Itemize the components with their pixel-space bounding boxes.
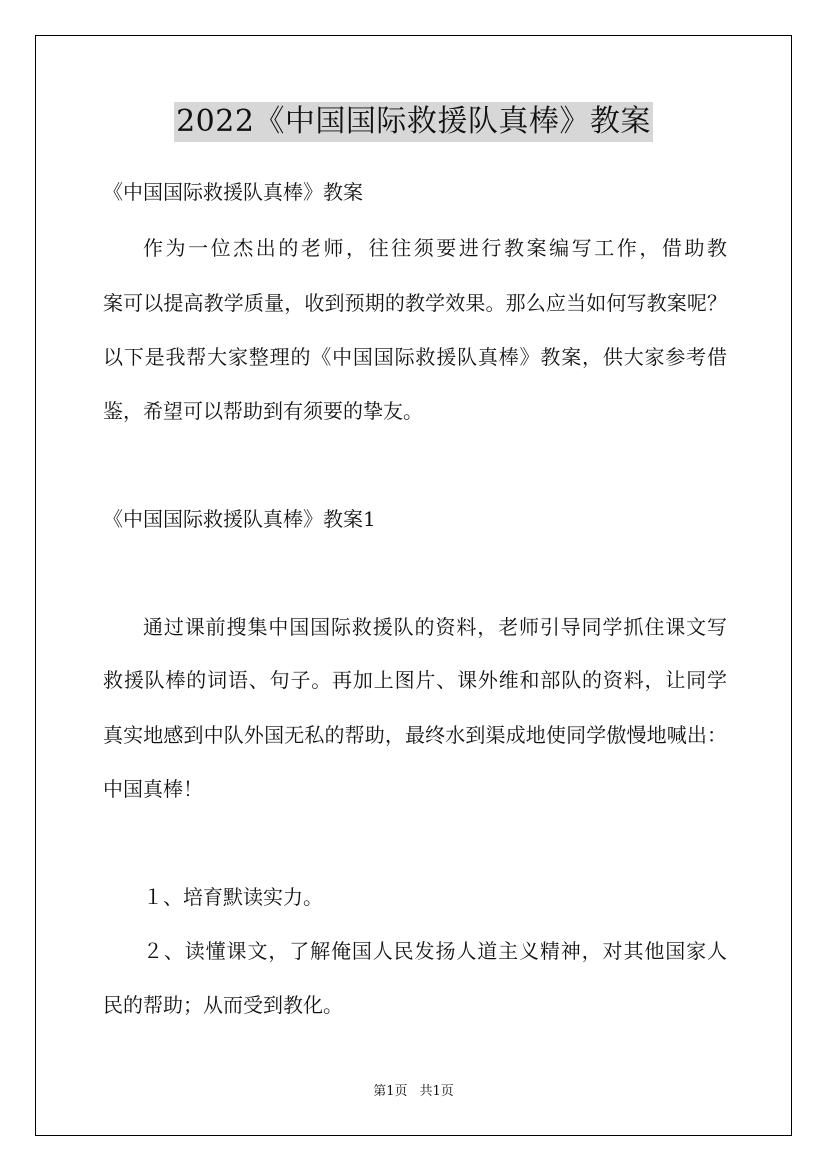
intro-line-4: 鉴，希望可以帮助到有须要的挚友。 [103, 399, 423, 423]
document-title: 2022《中国国际救援队真棒》教案 [174, 102, 653, 142]
section-heading: 《中国国际救援队真棒》教案1 [103, 507, 376, 531]
section-body-line-1: 通过课前搜集中国国际救援队的资料，老师引导同学抓住课文写 [143, 615, 727, 639]
intro-line-3: 以下是我帮大家整理的《中国国际救援队真棒》教案，供大家参考借 [103, 345, 727, 369]
intro-line-1: 作为一位杰出的老师，往往须要进行教案编写工作，借助教 [143, 236, 727, 260]
page-footer [0, 1083, 827, 1101]
document-subtitle: 《中国国际救援队真棒》教案 [103, 180, 363, 204]
title-block [0, 102, 827, 142]
objective-1: １、培育默读实力。 [143, 885, 323, 909]
page-number: 第1页 [373, 1084, 408, 1099]
page-total: 共1页 [419, 1084, 454, 1099]
section-body-line-2: 救援队棒的词语、句子。再加上图片、课外维和部队的资料，让同学 [103, 668, 727, 692]
objective-2-line-2: 民的帮助；从而受到教化。 [103, 993, 343, 1017]
section-body-line-4: 中国真棒！ [103, 777, 203, 801]
objective-2-line-1: ２、读懂课文，了解俺国人民发扬人道主义精神，对其他国家人 [143, 939, 727, 963]
section-body-line-3: 真实地感到中队外国无私的帮助，最终水到渠成地使同学傲慢地喊出： [103, 723, 727, 747]
intro-line-2: 案可以提高教学质量，收到预期的教学效果。那么应当如何写教案呢？ [103, 291, 727, 315]
